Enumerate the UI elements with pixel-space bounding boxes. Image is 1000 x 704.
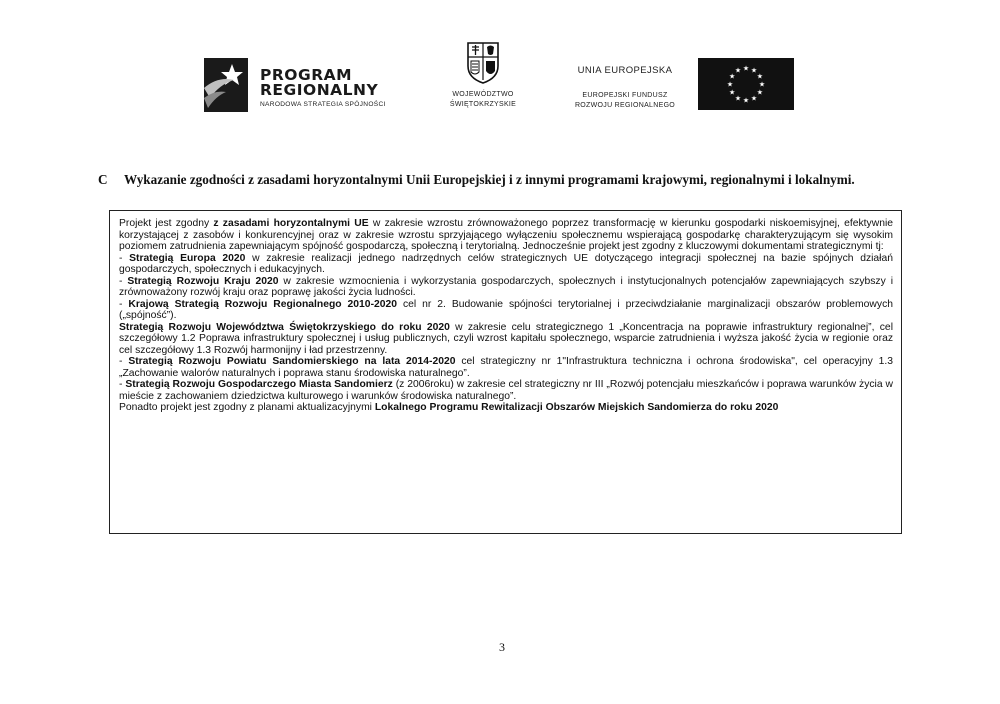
section-letter: C [98,172,108,187]
item-text: (z 2006roku) w zakresie cel strategiczny nr III „Rozwój potencjału mieszkańców i poprawa warunków życia w mieście z zachowaniem dziedzictwa kulturowego i warunków środowiska naturalnego”. [119,379,893,402]
item-title: Strategią Europa 2020 [129,252,246,264]
item-text: cel nr 2. Budowanie spójności terytorialnej i przeciwdziałanie marginalizacji obszarów problemowych („spójność”). [119,298,893,321]
program-regionalny-logo [204,58,414,112]
item-prefix: - [119,379,126,390]
eu-flag-icon [698,58,794,110]
item-prefix: - [119,252,130,264]
eu-star-icon: ★ [734,94,742,103]
eu-star-icon: ★ [756,88,764,97]
strategy-item-wojewodztwo [119,322,893,357]
item-text: w zakresie wzmocnienia i wykorzystania gospodarczych, społecznych i instytucjonalnych potencjałów zapewniających szybszy i zrównoważony rozwój kraju oraz poprawę jakości życia ludności. [119,275,893,298]
item-prefix: - [119,275,128,287]
content-box [109,210,902,534]
eu-star-icon: ★ [728,88,736,97]
program-line: PROGRAM [260,66,353,84]
final-text: Ponadto projekt jest zgodny z planami aktualizacyjnymi [119,402,375,413]
eu-star-icon: ★ [726,80,734,89]
item-title: Strategią Rozwoju Gospodarczego Miasta Sandomierz [125,379,393,390]
final-paragraph [119,402,893,414]
strategy-item-krajowa [119,299,893,322]
strategia-line: NARODOWA STRATEGIA SPÓJNOŚCI [260,101,386,108]
regionalny-line: REGIONALNY [260,81,379,99]
item-prefix: - [119,356,129,367]
item-title: Krajową Strategią Rozwoju Regionalnego 2010-2020 [128,298,398,310]
swietokrzyskie-line: ŚWIĘTOKRZYSKIE [449,101,517,108]
efrr-line1: EUROPEJSKI FUNDUSZ [582,92,668,99]
item-text: w zakresie celu strategicznego 1 „Koncentracja na poprawie infrastruktury regionalnej”, cel szczegółowy 1.2 Poprawa infrastruktury społecznej i usług publicznych, czyli wzrost kapitału społecznego, wsparcie zatrudnienia i wyższa jakość życia w regionie oraz cel szczegółowy 1.3 Rozwój harmonijny i ład przestrzenny. [119,321,893,356]
strategy-item-kraj [119,276,893,299]
wojewodztwo-line: WOJEWÓDZTWO [452,91,514,98]
strategy-item-powiat [119,356,893,379]
eu-star-icon: ★ [734,66,742,75]
intro-bold: z zasadami horyzontalnymi UE [213,218,369,229]
intro-text: Projekt jest zgodny [119,218,214,229]
final-bold: Lokalnego Programu Rewitalizacji Obszarów Miejskich Sandomierza do roku 2020 [374,402,779,413]
eu-star-icon: ★ [742,96,750,105]
section-title: Wykazanie zgodności z zasadami horyzontalnymi Unii Europejskiej i z innymi programami krajowymi, regionalnymi i lokalnymi. [124,172,855,187]
item-text: cel strategiczny nr 1"Infrastruktura techniczna i ochrona środowiska", cel operacyjny 1.3 „Zachowanie walorów naturalnych i poprawa stanu środowiska naturalnego”. [119,356,894,379]
item-title: Strategią Rozwoju Powiatu Sandomierskiego na lata 2014-2020 [128,356,456,367]
coat-of-arms-icon [467,42,499,84]
wojewodztwo-logo [438,42,528,114]
page-number: 3 [499,640,505,654]
item-title: Strategią Rozwoju Kraju 2020 [127,275,279,287]
section-heading [98,172,928,188]
eu-star-icon: ★ [758,80,766,89]
intro-paragraph [119,218,893,253]
item-text: w zakresie realizacji jednego nadrzędnych celów strategicznych UE dotyczącego integracji społecznej na bazie spójnych działań gospodarczych, społecznych i edukacyjnych. [119,252,893,275]
item-prefix: - [119,298,129,310]
program-regionalny-mark-icon [204,58,248,112]
unia-europejska-title: UNIA EUROPEJSKA [577,65,673,76]
strategy-item-europa [119,253,893,276]
eu-star-icon: ★ [742,64,750,73]
eu-star-icon: ★ [750,94,758,103]
unia-europejska-logo [560,58,794,112]
eu-star-icon: ★ [756,72,764,81]
intro-text-cont: w zakresie wzrostu zrównoważonego poprzez transformację w kierunku gospodarki niskoemisyjnej, efektywnie korzystającej z zasobów i konkurencyjnej oraz w zakresie wzrostu sprzyjającego wyłączeniu społecznemu wspierającą gospodarkę charakteryzującym się wysokim poziomem zatrudnienia zapewniającym spójność gospodarczą, społeczną i terytorialną. Jednocześnie projekt jest zgodny z kluczowymi dokumentami strategicznymi tj: [119,218,893,252]
item-title: Strategią Rozwoju Województwa Świętokrzyskiego do roku 2020 [119,321,450,333]
eu-star-icon: ★ [750,66,758,75]
eu-star-icon: ★ [728,72,736,81]
efrr-line2: ROZWOJU REGIONALNEGO [574,102,676,109]
strategy-item-miasto [119,379,893,402]
